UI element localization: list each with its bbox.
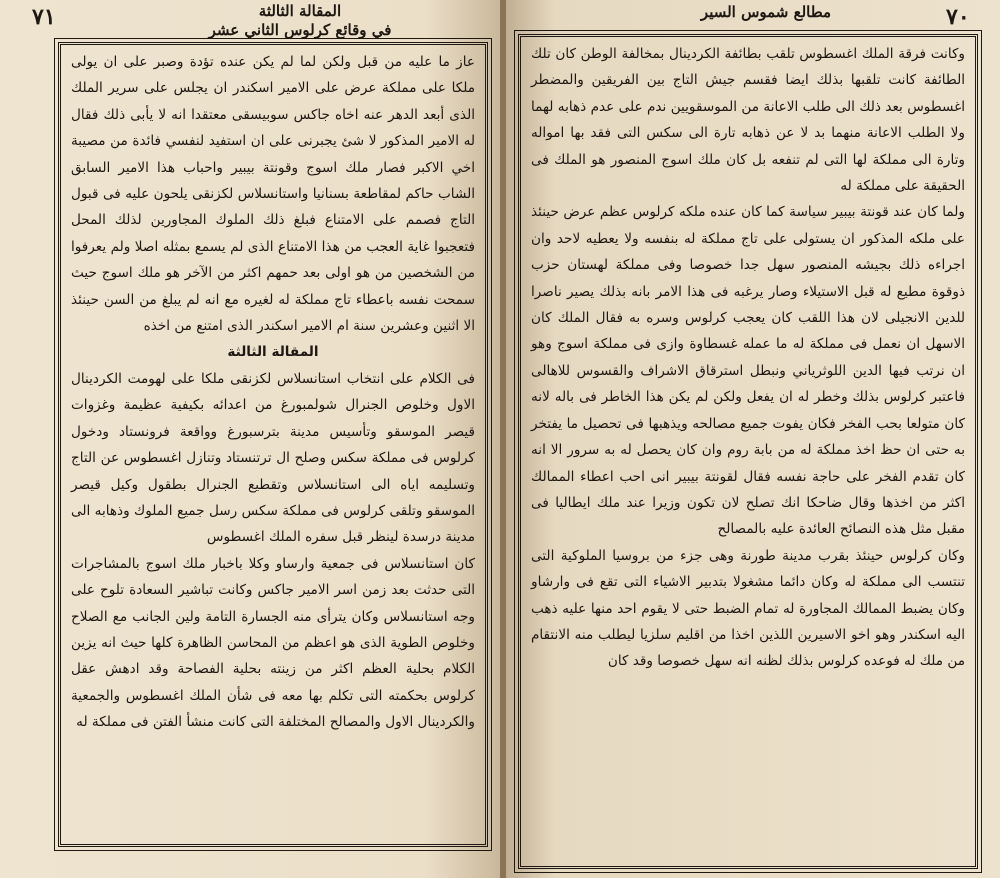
left-header-line2: في وقائع كرلوس الثاني عشر xyxy=(208,21,392,39)
left-paragraph-3: كان استانسلاس فى جمعية وارساو وكلا باخبار ملك اسوج بالمشاجرات التى حدثت بعد زمن اسر الامير جاكس وكانت تباشير السعادة تلوح على وجه استانسلاس وكان يترأى منه الجسارة التامة ولين الجانب مع الصلاح وخلوص الطوية الذى هو اعظم من المحاسن الظاهرة كلها حيث انه يزين الكلام بحلية العظم اكثر من زينته بحلية الفصاحة وقد ادهش عقل كرلوس بحكمته التى تكلم بها معه فى شأن الملك اغسطوس والجمعية والكردينال الاول والمصالح المختلفة التى كانت منشأ الفتن فى مملكة له xyxy=(71,555,475,731)
right-paragraph-3: وكان كرلوس حينئذ بقرب مدينة طورنة وهى جزء من بروسيا الملوكية التى تنتسب الى مملكة له وكان دائما مشغولا بتدبير الاشياء التى تقع فى وارشاو وكان يضبط الممالك المجاورة له تمام الضبط حتى لا يقوم احد منها عليه ذهب اليه اسكندر وهو اخو الاسيرين اللذين اخذا من اقليم سلزيا ليطلب منه الانتقام من ملك له فوعده كرلوس بذلك لظنه انه سهل خصوصا وقد كان xyxy=(531,547,965,670)
right-text-frame xyxy=(518,34,978,869)
right-header-title: مطالع شموس السير xyxy=(700,3,832,21)
right-page-number: ٧٠ xyxy=(946,4,970,30)
left-text-frame xyxy=(58,42,488,847)
left-page-number: ٧١ xyxy=(32,4,56,30)
left-header-line1: المقالة الثالثة xyxy=(258,2,342,20)
right-paragraph-1: وكانت فرقة الملك اغسطوس تلقب بطائفة الكردينال بمخالفة الوطن كان تلك الطائفة كانت تلقبها بذلك ايضا فقسم جيش التاج بين الفريقين والمضطر اغسطوس بعد ذلك الى طلب الاعانة من الموسقويين ندم على عدم ذهابه لهما ولا الطلب الاعانة منهما بد لا عن ذهابه تارة الى سكس التى فقد بها امواله وتارة الى مملكة لها التى لم تنفعه بل كان ملك اسوج المنصور هو الملك فى الحقيقة على مملكة له xyxy=(531,46,965,195)
left-paragraph-2: فى الكلام على انتخاب استانسلاس لكزنقى ملكا على لهومت الكردينال الاول وخلوص الجنرال شولمبورغ من اعدائه بكيفية عظيمة وغزوات قيصر الموسقو وتأسيس مدينة بترسبورغ وواقعة فرونستاد ودخول كرلوس فى مملكة سكس وصلح ال ترتنستاد وتنازل اغسطوس عن التاج وتسليمه اياه الى استانسلاس وتقطيع الجنرال بطقول وكيل قيصر الموسقو وتلقى كرلوس فى مملكة سكس رسل جميع الملوك وذهابه الى مدينة درسدة لينظر قبل سفره الملك اغسطوس xyxy=(71,370,475,546)
right-paragraph-2: ولما كان عند قونتة بيبير سياسة كما كان عنده ملكه كرلوس عظم عرض حينئذ على ملكه المذكور ان يستولى على تاج مملكة له بنفسه ولا يعطيه لاحد وان اجراءه ذلك بجيشه المنصور سهل جدا خصوصا وفى مملكة لهستان حزب ذوقوة مطيع له قبل الاستيلاء وصار يرغبه فى هذا الامر بانه بذلك يصير ناصرا للدين الانجيلى لان هذا اللقب كان يعجب كرلوس وسره به فقال الملك كان الاسهل ان نعمل فى مملكة له ما عمله غسطاوة وازى فى مملكة اسوج وهو ان نرتب فيها الدين اللوثرياني ونبطل استرقاق الاشراف والقسوس للاهالى فاعتبر كرلوس بذلك وخطر له ان يفعل ولكن لم يكن هذا الخاطر فى باله لانه كان متولعا بحب الفخر فكان يفوت جميع مصالحه ويذهبها فى تحصيل ما يفتخر به حتى ان حظ اخذ مملكة له من بابة روم وان كان يحصل له به سرور الا انه كان تقدم الفخر على حاجة نفسه فقال لقونتة بيبير انى احب اعطاء الممالك اكثر من اخذها وقال ضاحكا انك تصلح لان تكون وزيرا عند ملك ايطاليا فى مقبل مثل هذه النصائح العائدة عليه بالمصالح xyxy=(531,204,965,538)
right-page xyxy=(506,0,1000,878)
left-paragraph-1: عاز ما عليه من قبل ولكن لما لم يكن عنده تؤدة وصبر على ان يولى ملكا على مملكة عرض على الامير اسكندر ان يجلس على سرير الملك الذى أبعد الدهر عنه اخاه جاكس سوبيسقى معتقدا انه لا يأبى ذلك فقال له الامير المذكور لا شئ يجبرنى على ان استفيد لنفسي فائدة من مصيبة اخي الاكبر فصار ملك اسوج وقونتة بيبير واحباب هذا الامير السابق الشاب حاكم لمقاطعة بسنانيا واستانسلاس لكزنقى يلحون عليه فى قبول التاج فصمم على الامتناع فبلغ ذلك الملوك المجاورين لذلك المحل فتعجبوا غاية العجب من هذا الامتناع الذى لم يسمع بمثله اصلا ولم يعرفوا من الشخصين من هو اولى بعد حمهم اكثر من الآخر هو ملك اسوج حيث سمحت نفسه باعطاء تاج مملكة له لغيره مع انه لم يبلغ من السن حينئذ الا اثنين وعشرين سنة ام الامير اسكندر الذى امتنع من اخذه xyxy=(71,54,475,335)
left-section-heading: المقالة الثالثة xyxy=(227,344,319,361)
